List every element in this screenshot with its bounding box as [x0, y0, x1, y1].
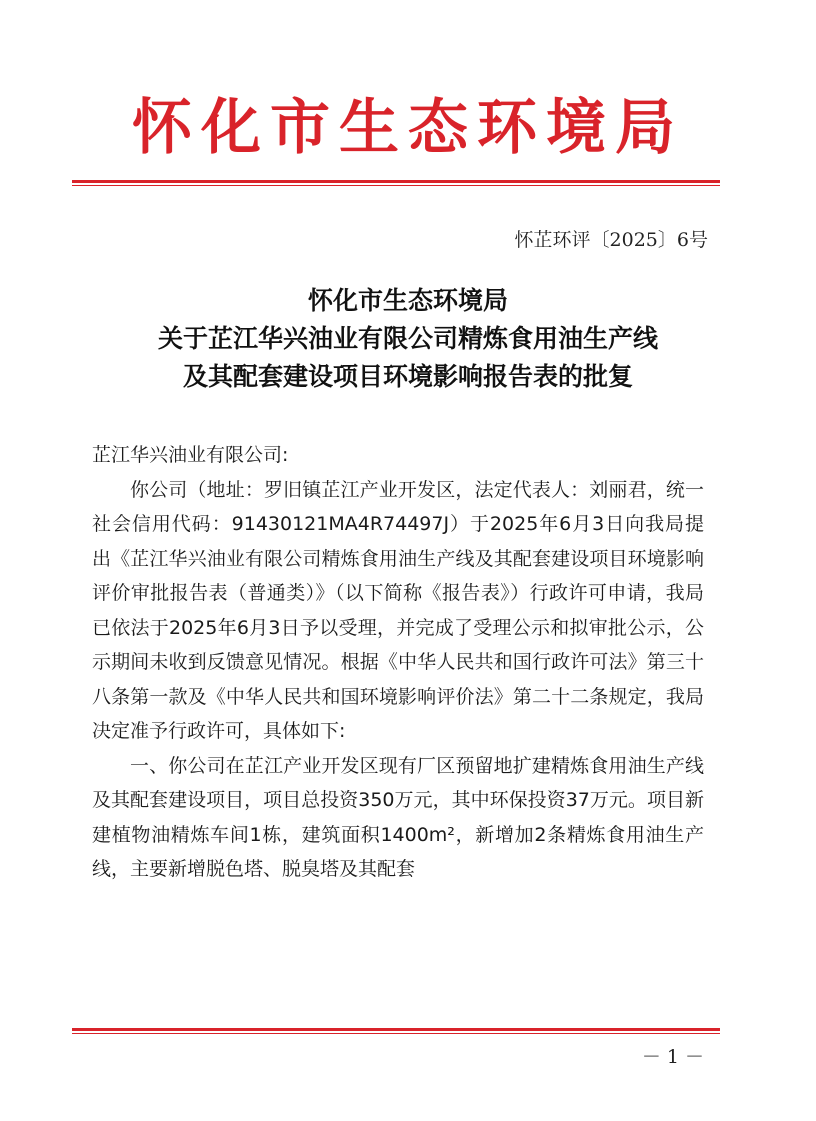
title-line-3: 及其配套建设项目环境影响报告表的批复: [182, 362, 633, 391]
footer-rule-thin: [72, 1033, 720, 1034]
footer-rule-thick: [72, 1028, 720, 1031]
title-line-2: 关于芷江华兴油业有限公司精炼食用油生产线: [157, 324, 658, 353]
document-number: 怀芷环评〔2025〕6号: [514, 229, 708, 251]
header-rule-thin: [72, 185, 720, 186]
document-title: [60, 282, 756, 396]
paragraph-2: 一、你公司在芷江产业开发区现有厂区预留地扩建精炼食用油生产线及其配套建设项目，项目总投资350万元，其中环保投资37万元。项目新建植物油精炼车间1栋，建筑面积1400m²，新增加2条精炼食用油生产线，主要新增脱色塔、脱臭塔及其配套: [92, 754, 704, 880]
agency-masthead: 怀化市生态环境局: [132, 93, 684, 163]
header-rule-thick: [72, 180, 720, 183]
document-body: [92, 438, 704, 887]
salutation: 芷江华兴油业有限公司:: [92, 444, 289, 466]
title-line-1: 怀化市生态环境局: [307, 286, 508, 315]
paragraph-1: 你公司（地址：罗旧镇芷江产业开发区，法定代表人：刘丽君，统一社会信用代码：91430121MA4R74497J）于2025年6月3日向我局提出《芷江华兴油业有限公司精炼食用油生产线及其配套建设项目环境影响评价审批报告表（普通类）》（以下简称《报告表》）行政许可申请，我局已依法于2025年6月3日予以受理，并完成了受理公示和拟审批公示，公示期间未收到反馈意见情况。根据《中华人民共和国行政许可法》第三十八条第一款及《中华人民共和国环境影响评价法》第二十二条规定，我局决定准予行政许可，具体如下:: [92, 478, 704, 742]
page-number: － 1 －: [641, 1046, 704, 1068]
